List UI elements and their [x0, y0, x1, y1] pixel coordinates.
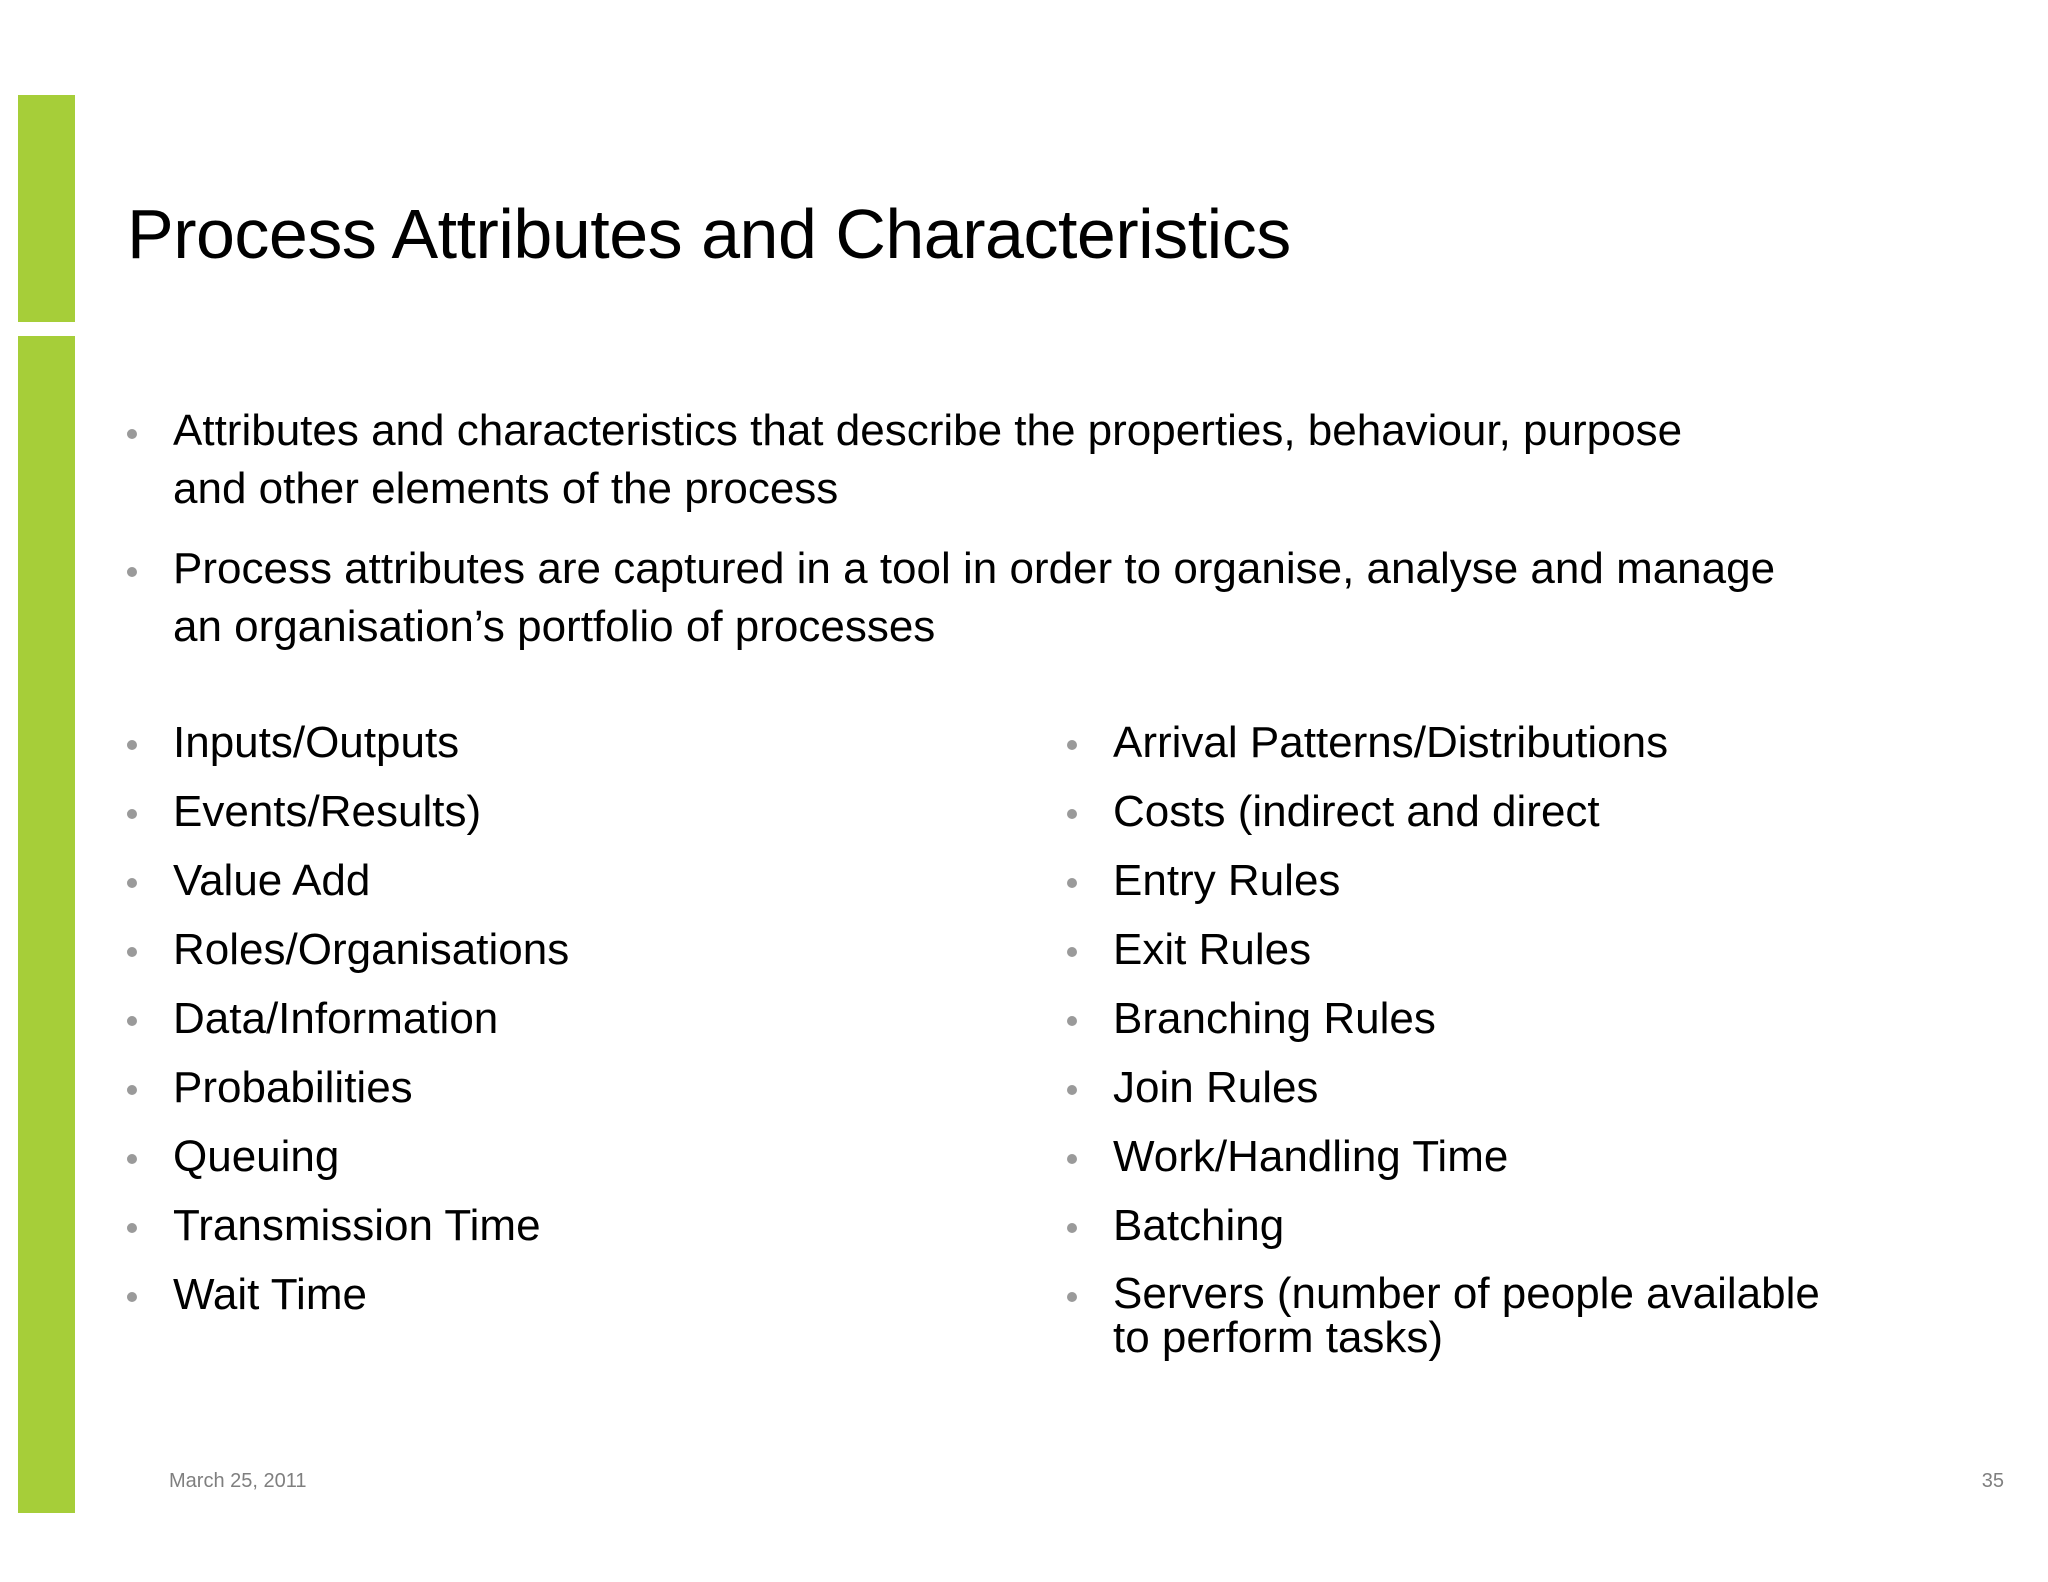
list-item-label: Arrival Patterns/Distributions — [1113, 718, 1669, 767]
bullet-dot-icon — [127, 1016, 137, 1026]
bullet-dot-icon — [127, 1085, 137, 1095]
list-item-label: Events/Results) — [173, 787, 482, 836]
list-item — [127, 915, 1027, 984]
bullet-dot-icon — [127, 878, 137, 888]
left-attribute-list — [127, 708, 1027, 1329]
bullet-dot-icon — [1067, 878, 1077, 888]
list-item-label: Roles/Organisations — [173, 925, 570, 974]
list-item-label: Exit Rules — [1113, 925, 1312, 974]
bullet-dot-icon — [1067, 740, 1077, 750]
list-item-label-line-1: Servers (number of people available — [1113, 1269, 1820, 1318]
intro-bullet-1-line-2: and other elements of the process — [173, 464, 839, 513]
intro-bullet-2 — [127, 540, 2007, 656]
accent-bar-top — [18, 95, 75, 322]
list-item-label-line-2: to perform tasks) — [1113, 1313, 1444, 1362]
list-item — [127, 1122, 1027, 1191]
list-item-label: Work/Handling Time — [1113, 1132, 1509, 1181]
list-item — [127, 708, 1027, 777]
intro-bullet-2-line-1: Process attributes are captured in a tool in order to organise, analyse and manage — [173, 544, 1776, 593]
list-item-label: Value Add — [173, 856, 371, 905]
bullet-dot-icon — [127, 1292, 137, 1302]
list-item — [1067, 1191, 1967, 1260]
bullet-dot-icon — [127, 740, 137, 750]
list-item — [127, 984, 1027, 1053]
list-item-label: Queuing — [173, 1132, 340, 1181]
bullet-dot-icon — [1067, 947, 1077, 957]
bullet-dot-icon — [1067, 1016, 1077, 1026]
list-item — [1067, 846, 1967, 915]
list-item — [127, 846, 1027, 915]
list-item — [1067, 915, 1967, 984]
bullet-dot-icon — [127, 947, 137, 957]
intro-bullet-1-line-1: Attributes and characteristics that describe the properties, behaviour, purpose — [173, 406, 1683, 455]
list-item — [127, 777, 1027, 846]
intro-bullet-1 — [127, 402, 2007, 518]
list-item — [1067, 708, 1967, 777]
list-item — [1067, 1122, 1967, 1191]
bullet-dot-icon — [1067, 1154, 1077, 1164]
list-item — [1067, 1260, 1967, 1360]
bullet-dot-icon — [127, 567, 137, 577]
accent-bar-bottom — [18, 336, 75, 1513]
slide-title: Process Attributes and Characteristics — [127, 195, 1291, 273]
bullet-dot-icon — [127, 1223, 137, 1233]
footer-date: March 25, 2011 — [169, 1470, 307, 1492]
list-item-label: Inputs/Outputs — [173, 718, 460, 767]
list-item-label: Batching — [1113, 1201, 1285, 1250]
bullet-dot-icon — [127, 809, 137, 819]
list-item-label: Branching Rules — [1113, 994, 1436, 1043]
bullet-dot-icon — [1067, 1085, 1077, 1095]
list-item-label: Entry Rules — [1113, 856, 1341, 905]
list-item — [127, 1191, 1027, 1260]
bullet-dot-icon — [1067, 809, 1077, 819]
list-item-label: Wait Time — [173, 1270, 367, 1319]
list-item-label: Probabilities — [173, 1063, 413, 1112]
list-item-label: Data/Information — [173, 994, 499, 1043]
bullet-dot-icon — [1067, 1292, 1077, 1302]
page-number: 35 — [1981, 1470, 2004, 1492]
list-item-label: Costs (indirect and direct — [1113, 787, 1600, 836]
list-item-label: Join Rules — [1113, 1063, 1319, 1112]
right-attribute-list — [1067, 708, 1967, 1360]
list-item — [1067, 984, 1967, 1053]
list-item — [127, 1260, 1027, 1329]
list-item — [127, 1053, 1027, 1122]
intro-bullet-list — [127, 402, 2007, 678]
list-item-label: Transmission Time — [173, 1201, 541, 1250]
bullet-dot-icon — [1067, 1223, 1077, 1233]
list-item — [1067, 1053, 1967, 1122]
bullet-dot-icon — [127, 1154, 137, 1164]
intro-bullet-2-line-2: an organisation’s portfolio of processes — [173, 602, 936, 651]
list-item — [1067, 777, 1967, 846]
bullet-dot-icon — [127, 429, 137, 439]
